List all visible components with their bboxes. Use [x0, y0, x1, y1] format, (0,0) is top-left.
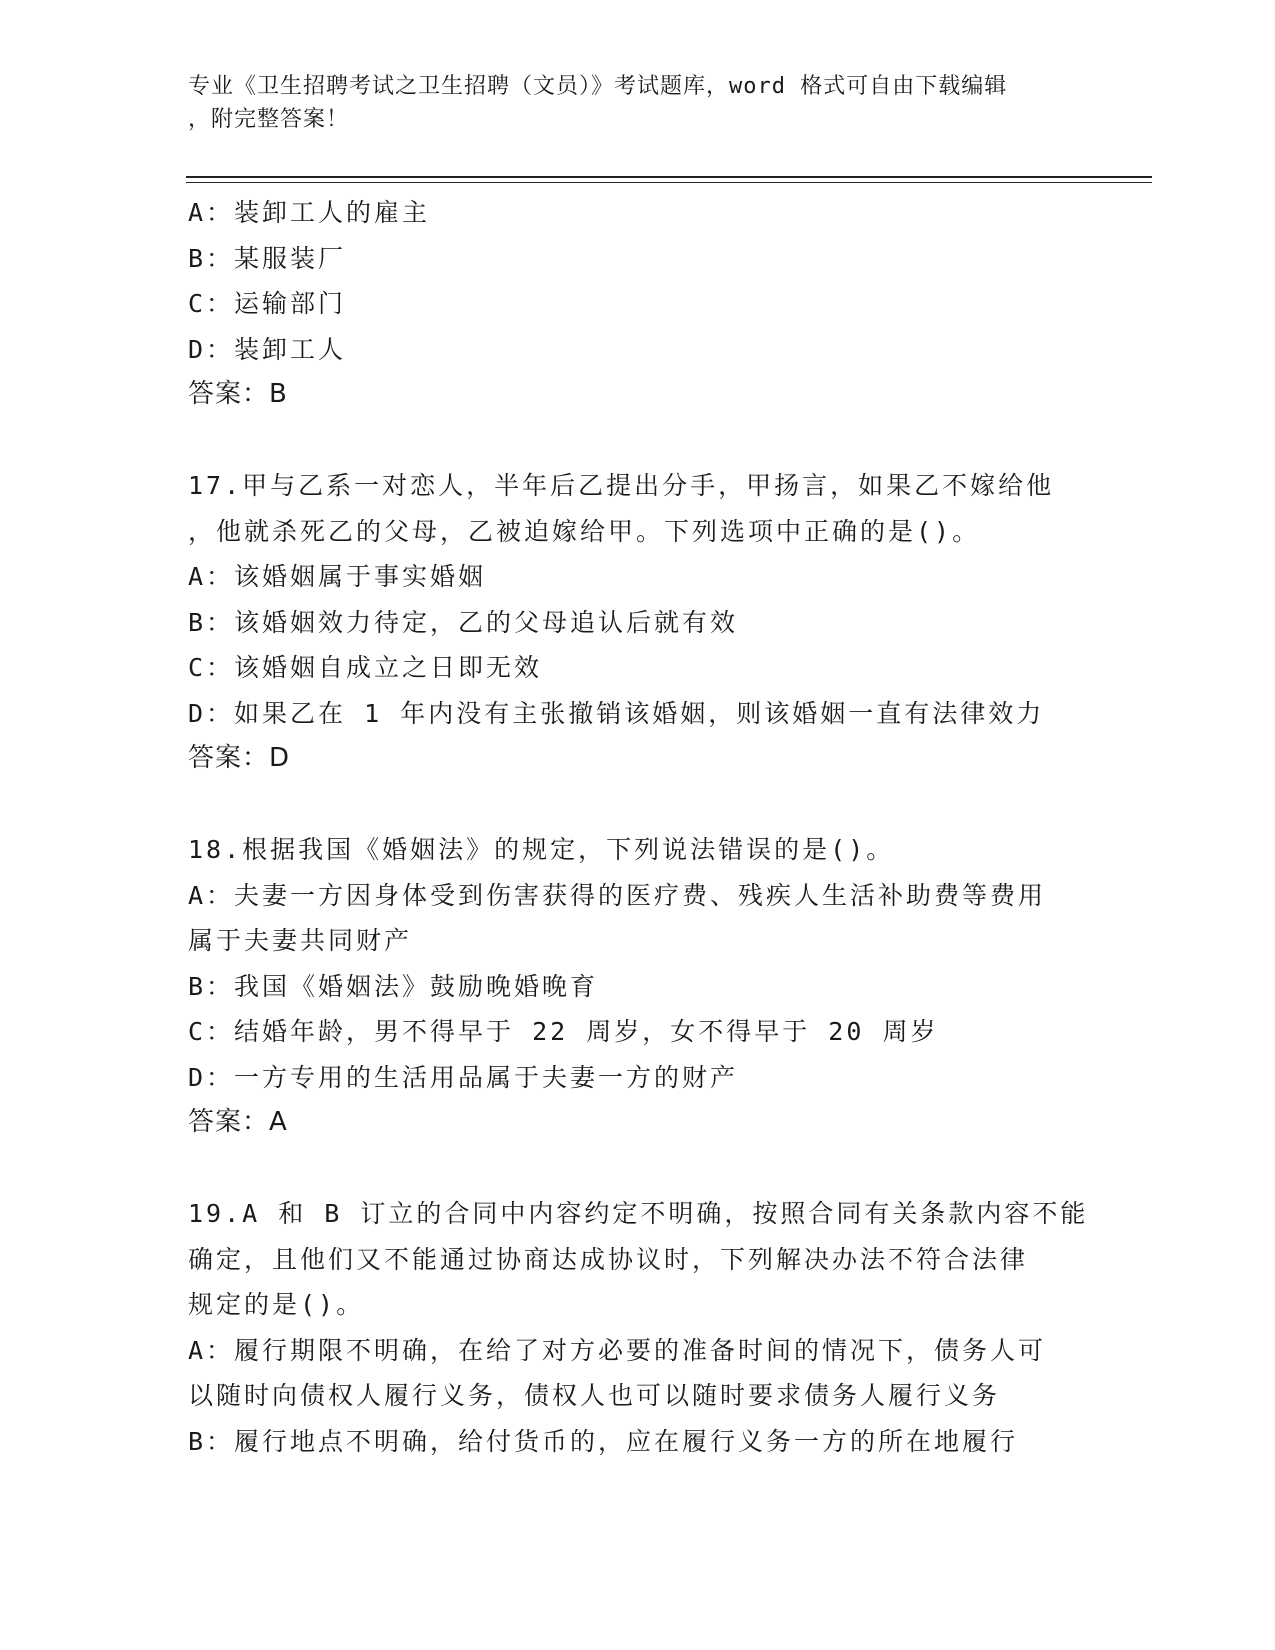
option-a-continued: 以随时向债权人履行义务，债权人也可以随时要求债务人履行义务	[188, 1381, 1001, 1410]
option-c: C：该婚姻自成立之日即无效	[188, 653, 543, 682]
option-b: B：履行地点不明确，给付货币的，应在履行义务一方的所在地履行	[188, 1426, 1019, 1456]
header-line-1: 专业《卫生招聘考试之卫生招聘（文员）》考试题库，word 格式可自由下载编辑	[188, 74, 1008, 99]
question-stem: 确定，且他们又不能通过协商达成协议时，下列解决办法不符合法律	[188, 1244, 1029, 1274]
question-stem: 规定的是()。	[188, 1290, 365, 1319]
option-c: C：结婚年龄，男不得早于 22 周岁，女不得早于 20 周岁	[188, 1017, 939, 1046]
option-d: D：如果乙在 1 年内没有主张撤销该婚姻，则该婚姻一直有法律效力	[188, 698, 1045, 728]
option-a: A：夫妻一方因身体受到伤害获得的医疗费、残疾人生活补助费等费用	[188, 880, 1047, 910]
option-b: B：我国《婚姻法》鼓励晚婚晚育	[188, 971, 599, 1001]
header-divider-thick	[186, 176, 1152, 178]
option-a: A：履行期限不明确，在给了对方必要的准备时间的情况下，债务人可	[188, 1335, 1047, 1365]
question-17	[188, 463, 1088, 782]
header-divider-thin	[186, 182, 1152, 183]
question-stem: 19.A 和 B 订立的合同中内容约定不明确，按照合同有关条款内容不能	[188, 1199, 1089, 1228]
answer-label: 答案：A	[188, 1107, 288, 1137]
question-list	[188, 190, 1088, 1464]
spacer	[188, 782, 1088, 828]
question-stem: ，他就杀死乙的父母，乙被迫嫁给甲。下列选项中正确的是()。	[188, 516, 981, 546]
option-a-continued: 属于夫妻共同财产	[188, 926, 413, 955]
option-d: D：一方专用的生活用品属于夫妻一方的财产	[188, 1062, 739, 1092]
header-line-2: ，附完整答案！	[188, 107, 350, 132]
document-header	[188, 70, 1088, 136]
option-a: A：该婚姻属于事实婚姻	[188, 562, 487, 591]
option-a: A：装卸工人的雇主	[188, 198, 431, 227]
question-stem: 18.根据我国《婚姻法》的规定，下列说法错误的是()。	[188, 835, 895, 864]
question-16	[188, 190, 1088, 418]
question-19	[188, 1191, 1088, 1464]
spacer	[188, 1146, 1088, 1192]
option-b: B：该婚姻效力待定，乙的父母追认后就有效	[188, 607, 739, 637]
option-c: C：运输部门	[188, 289, 347, 318]
question-stem: 17.甲与乙系一对恋人，半年后乙提出分手，甲扬言，如果乙不嫁给他	[188, 471, 1055, 500]
spacer	[188, 418, 1088, 464]
answer-label: 答案：D	[188, 743, 291, 773]
answer-label: 答案：B	[188, 379, 288, 409]
option-d: D：装卸工人	[188, 334, 347, 364]
question-18	[188, 827, 1088, 1146]
option-b: B：某服装厂	[188, 243, 347, 273]
